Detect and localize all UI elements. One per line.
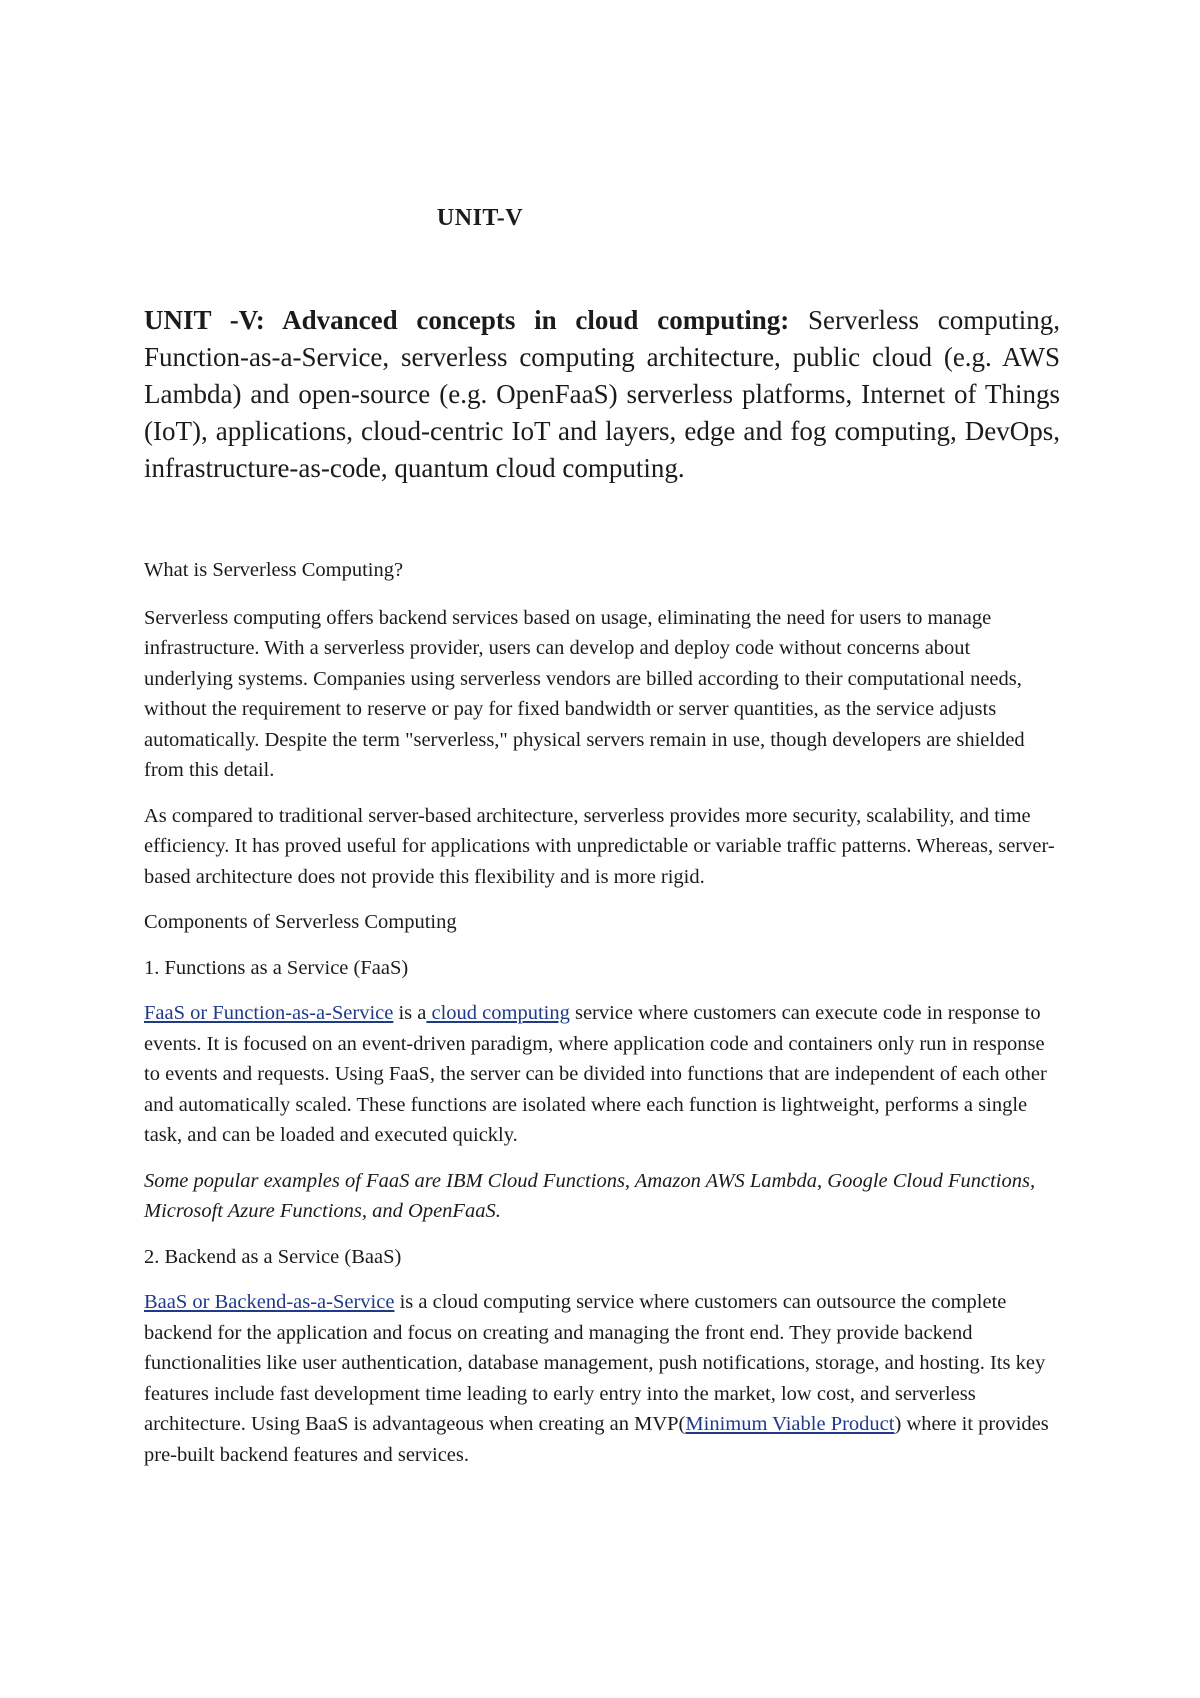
- faas-examples: Some popular examples of FaaS are IBM Cloud Functions, Amazon AWS Lambda, Google Cloud Functions, Microsoft Azure Functions, and OpenFaaS.: [144, 1169, 1036, 1222]
- cloud-computing-link[interactable]: cloud computing: [426, 1002, 570, 1024]
- faas-mid: is a: [393, 1002, 427, 1024]
- baas-tail: ) where it provides pre-built backend features and services.: [144, 1413, 1049, 1466]
- syllabus-paragraph: [144, 302, 1060, 487]
- mvp-link[interactable]: Minimum Viable Product: [685, 1413, 895, 1435]
- faas-text: service where customers can execute code in response to events. It is focused on an event-driven paradigm, where application code and containers only run in response to events and requests. Using FaaS, the server can be divided into functions that are independent of each other and automatically scaled. These functions are isolated where each function is lightweight, performs a single task, and can be loaded and executed quickly.: [144, 1002, 1047, 1146]
- section-question: What is Serverless Computing?: [144, 559, 404, 581]
- unit-heading: UNIT-V: [436, 205, 524, 231]
- faas-link[interactable]: FaaS or Function-as-a-Service: [144, 1002, 394, 1024]
- baas-heading: 2. Backend as a Service (BaaS): [144, 1245, 402, 1268]
- syllabus-lead: UNIT -V: Advanced concepts in cloud computing:: [144, 305, 790, 335]
- baas-text: is a cloud computing service where customers can outsource the complete backend for the application and focus on creating and managing the front end. They provide backend functionalities like user authentication, database management, push notifications, storage, and hosting. Its key features include fast development time leading to early entry into the market, low cost, and serverless architecture. Using BaaS is advantageous when creating an MVP(: [144, 1291, 1046, 1435]
- syllabus-text: Serverless computing, Function-as-a-Service, serverless computing architecture, public cloud (e.g. AWS Lambda) and open-source (e.g. OpenFaaS) serverless platforms, Internet of Things (IoT), applications, cloud-centric IoT and layers, edge and fog computing, DevOps, infrastructure-as-code, quantum cloud computing.: [144, 305, 1060, 483]
- baas-link[interactable]: BaaS or Backend-as-a-Service: [144, 1291, 395, 1313]
- faas-heading: 1. Functions as a Service (FaaS): [144, 956, 409, 979]
- faas-paragraph: [144, 998, 1060, 1151]
- paragraph-comparison: As compared to traditional server-based architecture, serverless provides more security, scalability, and time efficiency. It has proved useful for applications with unpredictable or variable traffic patterns. Whereas, server-based architecture does not provide this flexibility and is more rigid.: [144, 804, 1055, 888]
- paragraph-intro: Serverless computing offers backend services based on usage, eliminating the need for users to manage infrastructure. With a serverless provider, users can develop and deploy code without concerns about underlying systems. Companies using serverless vendors are billed according to their computational needs, without the requirement to reserve or pay for fixed bandwidth or server quantities, as the service adjusts automatically. Despite the term "serverless," physical servers remain in use, though developers are shielded from this detail.: [144, 606, 1025, 781]
- components-heading: Components of Serverless Computing: [144, 911, 457, 933]
- body-text: [144, 555, 1060, 1485]
- baas-paragraph: [144, 1287, 1060, 1470]
